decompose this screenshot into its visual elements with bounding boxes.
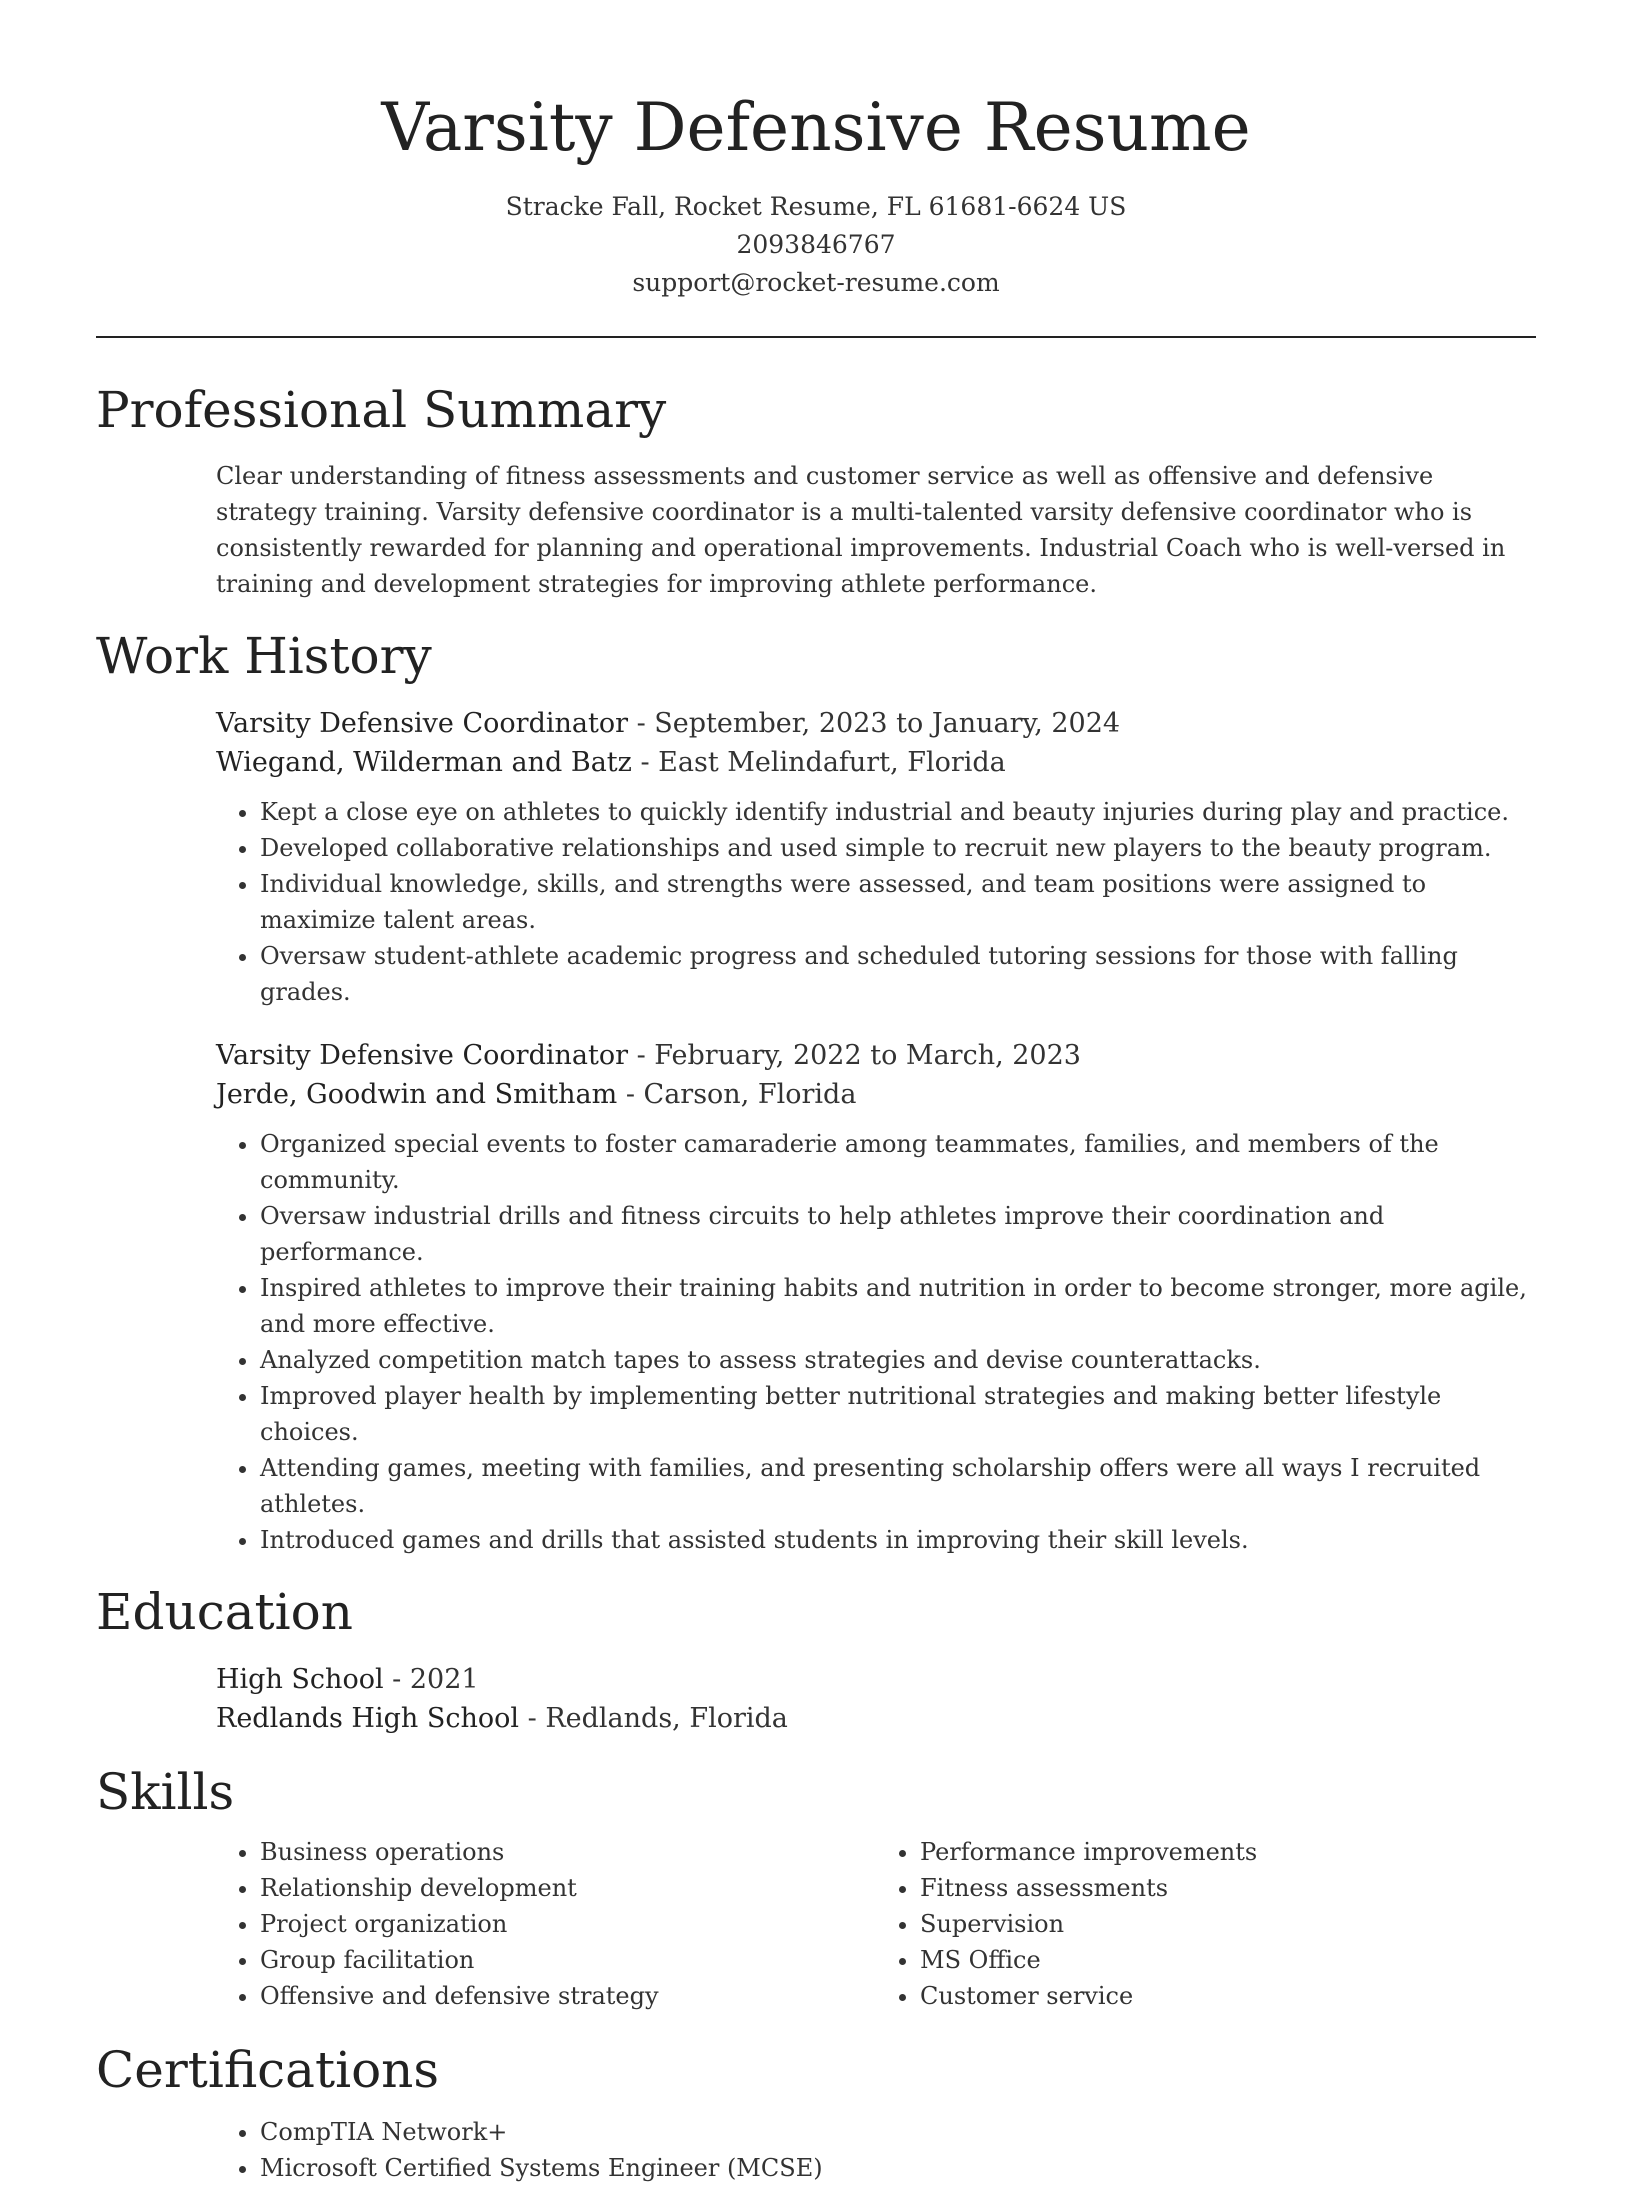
job-company-line bbox=[216, 1075, 1536, 1114]
job-company: Jerde, Goodwin and Smitham bbox=[216, 1079, 618, 1110]
candidate-name: Varsity Defensive Resume bbox=[381, 89, 1251, 166]
section-certifications bbox=[96, 2038, 1536, 2186]
job-company: Wiegand, Wilderman and Batz bbox=[216, 747, 632, 778]
job-title-line bbox=[216, 1036, 1536, 1075]
list-item: • Kept a close eye on athletes to quickly identify industrial and beauty injuries during play and practice. bbox=[260, 794, 1536, 830]
job-bullets bbox=[216, 1126, 1536, 1558]
list-item: • Organized special events to foster camaraderie among teammates, families, and members of the community. bbox=[260, 1126, 1536, 1198]
section-work-history bbox=[96, 624, 1536, 1558]
summary-text: Clear understanding of fitness assessments and customer service as well as offensive and defensive strategy training. Varsity defensive coordinator is a multi-talented varsity defensive coordinator who is consistently rewarded for planning and operational improvements. Industrial Coach who is well-versed in training and development strategies for improving athlete performance. bbox=[216, 462, 1506, 598]
skills-grid bbox=[216, 1834, 1536, 2014]
resume-header bbox=[96, 0, 1536, 302]
contact-phone: 2093846767 bbox=[736, 230, 896, 259]
list-item: • Improved player health by implementing better nutritional strategies and making better lifestyle choices. bbox=[260, 1378, 1536, 1450]
skills-column-left bbox=[216, 1834, 876, 2014]
job-entry bbox=[216, 1036, 1536, 1558]
job-company-line bbox=[216, 743, 1536, 782]
list-item: • Microsoft Certified Systems Engineer (MCSE) bbox=[260, 2150, 1536, 2186]
skills-column-right bbox=[876, 1834, 1536, 2014]
list-item: • Inspired athletes to improve their training habits and nutrition in order to become stronger, more agile, and more effective. bbox=[260, 1270, 1536, 1342]
contact-email: support@rocket-resume.com bbox=[632, 268, 1000, 297]
section-skills bbox=[96, 1760, 1536, 2014]
list-item: • Project organization bbox=[260, 1906, 876, 1942]
list-item: • Developed collaborative relationships and used simple to recruit new players to the beauty program. bbox=[260, 830, 1536, 866]
education-degree: High School bbox=[216, 1664, 384, 1695]
list-item: • Introduced games and drills that assisted students in improving their skill levels. bbox=[260, 1522, 1536, 1558]
job-title-line bbox=[216, 704, 1536, 743]
list-item: • Supervision bbox=[920, 1906, 1536, 1942]
job-role: Varsity Defensive Coordinator bbox=[216, 1040, 628, 1071]
list-item: • Offensive and defensive strategy bbox=[260, 1978, 876, 2014]
section-title-certifications: Certifications bbox=[96, 2041, 440, 2099]
job-role: Varsity Defensive Coordinator bbox=[216, 708, 628, 739]
list-item: • Business operations bbox=[260, 1834, 876, 1870]
education-entry bbox=[216, 1660, 1536, 1738]
list-item: • Customer service bbox=[920, 1978, 1536, 2014]
section-title-skills: Skills bbox=[96, 1763, 235, 1821]
job-entry bbox=[216, 704, 1536, 1010]
list-item: • Attending games, meeting with families, and presenting scholarship offers were all ways I recruited athletes. bbox=[260, 1450, 1536, 1522]
list-item: • Oversaw industrial drills and fitness circuits to help athletes improve their coordination and performance. bbox=[260, 1198, 1536, 1270]
list-item: • Relationship development bbox=[260, 1870, 876, 1906]
contact-address: Stracke Fall, Rocket Resume, FL 61681-6624 US bbox=[505, 192, 1127, 221]
education-school-line bbox=[216, 1699, 1536, 1738]
list-item: • Oversaw student-athlete academic progress and scheduled tutoring sessions for those with falling grades. bbox=[260, 938, 1536, 1010]
list-item: • Analyzed competition match tapes to assess strategies and devise counterattacks. bbox=[260, 1342, 1536, 1378]
section-professional-summary bbox=[96, 378, 1536, 602]
list-item: • Individual knowledge, skills, and strengths were assessed, and team positions were assigned to maximize talent areas. bbox=[260, 866, 1536, 938]
header-divider bbox=[96, 336, 1536, 338]
job-location: - East Melindafurt, Florida bbox=[631, 747, 1006, 778]
education-degree-line bbox=[216, 1660, 1536, 1699]
section-title-education: Education bbox=[96, 1583, 353, 1641]
education-location: - Redlands, Florida bbox=[519, 1703, 788, 1734]
certifications-list bbox=[216, 2114, 1536, 2186]
job-dates: - September, 2023 to January, 2024 bbox=[628, 708, 1121, 739]
list-item: • Group facilitation bbox=[260, 1942, 876, 1978]
section-title-work: Work History bbox=[96, 627, 432, 685]
job-bullets bbox=[216, 794, 1536, 1010]
contact-info bbox=[96, 188, 1536, 302]
list-item: • Performance improvements bbox=[920, 1834, 1536, 1870]
education-school: Redlands High School bbox=[216, 1703, 520, 1734]
list-item: • CompTIA Network+ bbox=[260, 2114, 1536, 2150]
list-item: • MS Office bbox=[920, 1942, 1536, 1978]
job-location: - Carson, Florida bbox=[617, 1079, 857, 1110]
list-item: • Fitness assessments bbox=[920, 1870, 1536, 1906]
job-dates: - February, 2022 to March, 2023 bbox=[628, 1040, 1081, 1071]
section-title-summary: Professional Summary bbox=[96, 381, 667, 439]
section-education bbox=[96, 1580, 1536, 1738]
education-year: - 2021 bbox=[383, 1664, 479, 1695]
